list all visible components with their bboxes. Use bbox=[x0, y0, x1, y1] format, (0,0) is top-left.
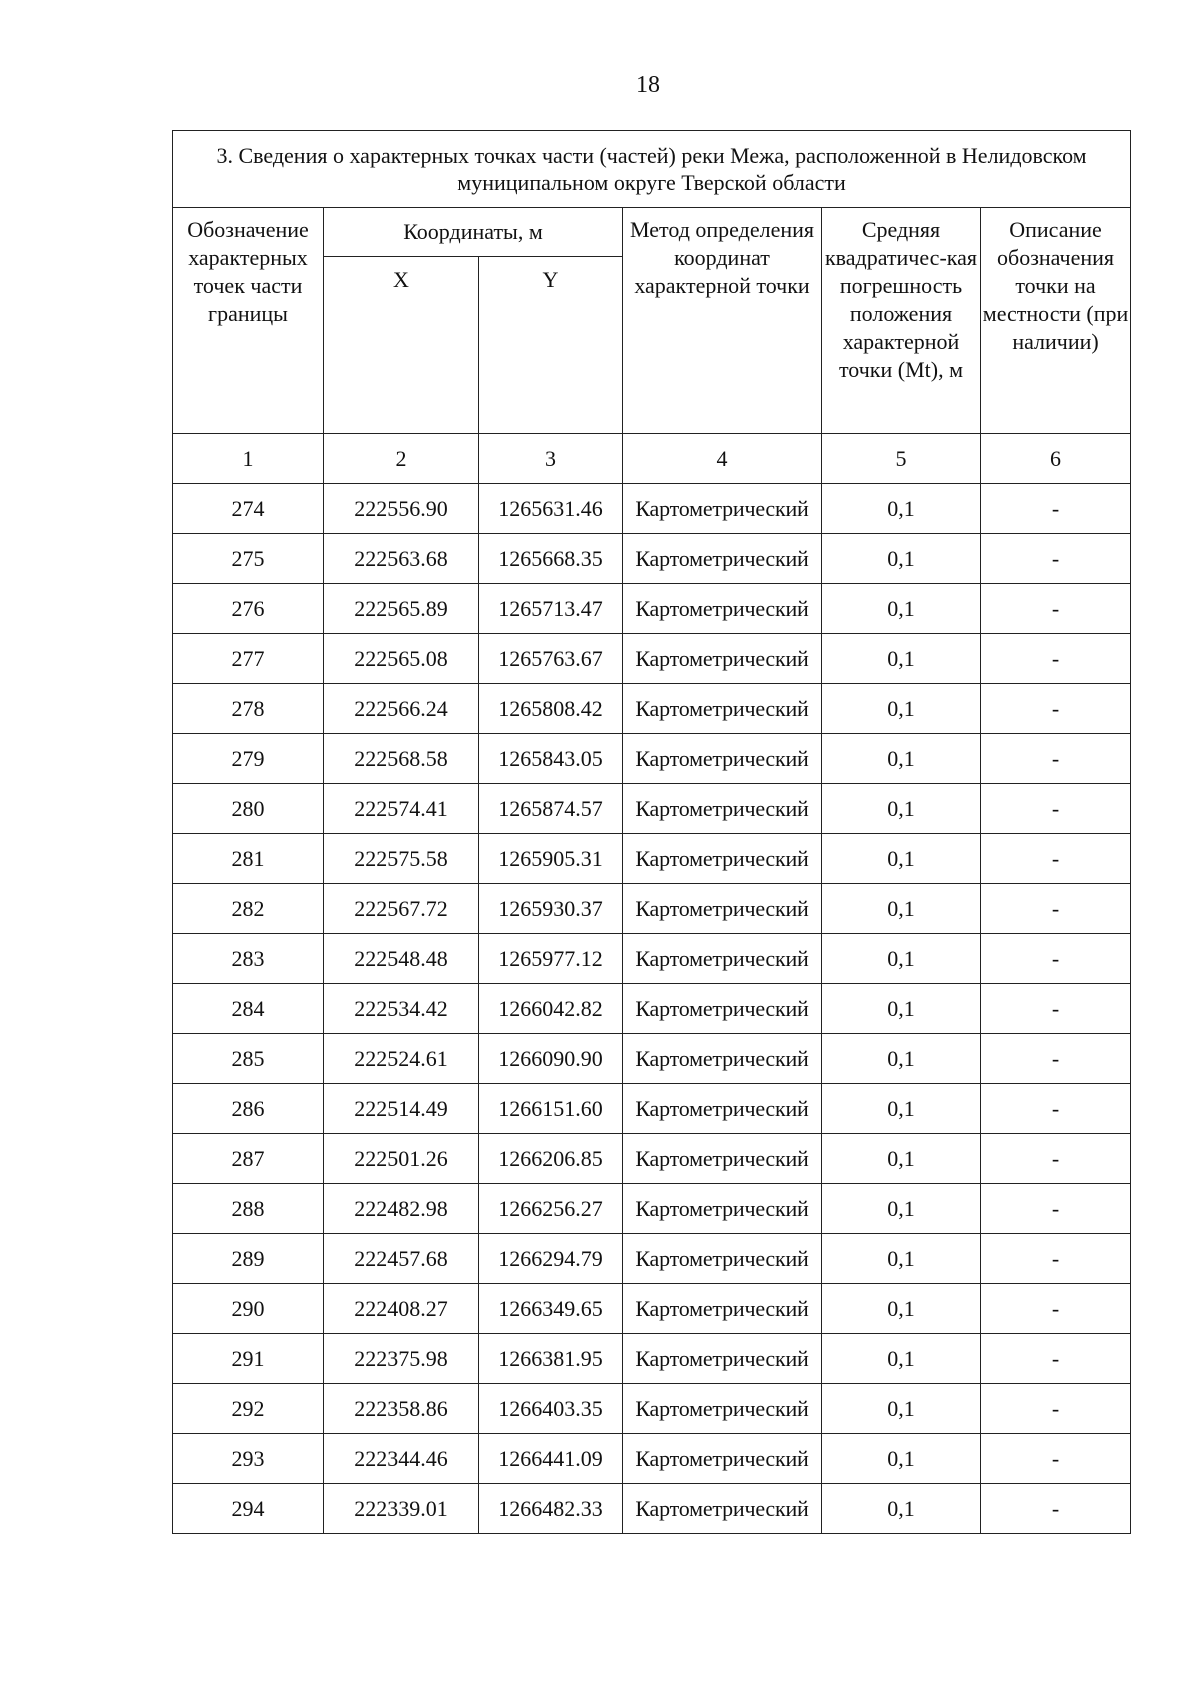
table-row bbox=[173, 1434, 1131, 1484]
x-coordinate-cell: 222514.49 bbox=[324, 1084, 479, 1134]
description-cell: - bbox=[981, 734, 1131, 784]
x-coordinate-cell: 222566.24 bbox=[324, 684, 479, 734]
table-row bbox=[173, 684, 1131, 734]
accuracy-cell: 0,1 bbox=[822, 884, 981, 934]
table-title: 3. Сведения о характерных точках части (частей) реки Межа, расположенной в Нелидовском муниципальном округе Тверской области bbox=[173, 131, 1131, 208]
accuracy-cell: 0,1 bbox=[822, 684, 981, 734]
y-coordinate-cell: 1266042.82 bbox=[479, 984, 623, 1034]
point-cell: 281 bbox=[173, 834, 324, 884]
method-cell: Картометрический bbox=[623, 1334, 822, 1384]
accuracy-cell: 0,1 bbox=[822, 1084, 981, 1134]
page-number: 18 bbox=[636, 72, 660, 98]
column-number: 1 bbox=[173, 434, 324, 484]
method-cell: Картометрический bbox=[623, 484, 822, 534]
y-coordinate-cell: 1266403.35 bbox=[479, 1384, 623, 1434]
column-number: 6 bbox=[981, 434, 1131, 484]
x-coordinate-cell: 222482.98 bbox=[324, 1184, 479, 1234]
point-cell: 283 bbox=[173, 934, 324, 984]
description-cell: - bbox=[981, 1484, 1131, 1534]
x-coordinate-cell: 222501.26 bbox=[324, 1134, 479, 1184]
table-row bbox=[173, 734, 1131, 784]
table-body bbox=[173, 484, 1131, 1534]
accuracy-cell: 0,1 bbox=[822, 1334, 981, 1384]
x-coordinate-cell: 222344.46 bbox=[324, 1434, 479, 1484]
x-coordinate-cell: 222408.27 bbox=[324, 1284, 479, 1334]
method-cell: Картометрический bbox=[623, 534, 822, 584]
method-cell: Картометрический bbox=[623, 834, 822, 884]
method-cell: Картометрический bbox=[623, 1284, 822, 1334]
description-cell: - bbox=[981, 1384, 1131, 1434]
header-x: X bbox=[324, 257, 479, 434]
header-coordinates: Координаты, м bbox=[324, 208, 623, 257]
accuracy-cell: 0,1 bbox=[822, 1184, 981, 1234]
accuracy-cell: 0,1 bbox=[822, 1234, 981, 1284]
method-cell: Картометрический bbox=[623, 1084, 822, 1134]
x-coordinate-cell: 222375.98 bbox=[324, 1334, 479, 1384]
accuracy-cell: 0,1 bbox=[822, 534, 981, 584]
y-coordinate-cell: 1265631.46 bbox=[479, 484, 623, 534]
x-coordinate-cell: 222339.01 bbox=[324, 1484, 479, 1534]
column-number: 2 bbox=[324, 434, 479, 484]
y-coordinate-cell: 1266349.65 bbox=[479, 1284, 623, 1334]
point-cell: 288 bbox=[173, 1184, 324, 1234]
column-number-row bbox=[173, 434, 1131, 484]
x-coordinate-cell: 222457.68 bbox=[324, 1234, 479, 1284]
point-cell: 291 bbox=[173, 1334, 324, 1384]
point-cell: 276 bbox=[173, 584, 324, 634]
column-number: 5 bbox=[822, 434, 981, 484]
table-row bbox=[173, 984, 1131, 1034]
table-row bbox=[173, 884, 1131, 934]
table-row bbox=[173, 1184, 1131, 1234]
accuracy-cell: 0,1 bbox=[822, 934, 981, 984]
description-cell: - bbox=[981, 1334, 1131, 1384]
description-cell: - bbox=[981, 834, 1131, 884]
description-cell: - bbox=[981, 1234, 1131, 1284]
y-coordinate-cell: 1265808.42 bbox=[479, 684, 623, 734]
point-cell: 294 bbox=[173, 1484, 324, 1534]
method-cell: Картометрический bbox=[623, 1384, 822, 1434]
accuracy-cell: 0,1 bbox=[822, 484, 981, 534]
x-coordinate-cell: 222567.72 bbox=[324, 884, 479, 934]
x-coordinate-cell: 222556.90 bbox=[324, 484, 479, 534]
accuracy-cell: 0,1 bbox=[822, 734, 981, 784]
point-cell: 284 bbox=[173, 984, 324, 1034]
accuracy-cell: 0,1 bbox=[822, 1284, 981, 1334]
description-cell: - bbox=[981, 1434, 1131, 1484]
x-coordinate-cell: 222575.58 bbox=[324, 834, 479, 884]
header-y: Y bbox=[479, 257, 623, 434]
method-cell: Картометрический bbox=[623, 1234, 822, 1284]
y-coordinate-cell: 1265977.12 bbox=[479, 934, 623, 984]
table-row bbox=[173, 584, 1131, 634]
header-method: Метод определения координат характерной точки bbox=[623, 208, 822, 434]
point-cell: 292 bbox=[173, 1384, 324, 1434]
y-coordinate-cell: 1266381.95 bbox=[479, 1334, 623, 1384]
description-cell: - bbox=[981, 534, 1131, 584]
description-cell: - bbox=[981, 884, 1131, 934]
accuracy-cell: 0,1 bbox=[822, 1034, 981, 1084]
y-coordinate-cell: 1265843.05 bbox=[479, 734, 623, 784]
point-cell: 289 bbox=[173, 1234, 324, 1284]
method-cell: Картометрический bbox=[623, 884, 822, 934]
column-number: 4 bbox=[623, 434, 822, 484]
point-cell: 286 bbox=[173, 1084, 324, 1134]
description-cell: - bbox=[981, 684, 1131, 734]
table-row bbox=[173, 834, 1131, 884]
point-cell: 277 bbox=[173, 634, 324, 684]
method-cell: Картометрический bbox=[623, 684, 822, 734]
y-coordinate-cell: 1266482.33 bbox=[479, 1484, 623, 1534]
point-cell: 287 bbox=[173, 1134, 324, 1184]
method-cell: Картометрический bbox=[623, 984, 822, 1034]
y-coordinate-cell: 1266441.09 bbox=[479, 1434, 623, 1484]
x-coordinate-cell: 222534.42 bbox=[324, 984, 479, 1034]
method-cell: Картометрический bbox=[623, 1484, 822, 1534]
method-cell: Картометрический bbox=[623, 1434, 822, 1484]
accuracy-cell: 0,1 bbox=[822, 634, 981, 684]
x-coordinate-cell: 222563.68 bbox=[324, 534, 479, 584]
description-cell: - bbox=[981, 1284, 1131, 1334]
method-cell: Картометрический bbox=[623, 934, 822, 984]
table-row bbox=[173, 1384, 1131, 1434]
accuracy-cell: 0,1 bbox=[822, 834, 981, 884]
y-coordinate-cell: 1266256.27 bbox=[479, 1184, 623, 1234]
point-cell: 285 bbox=[173, 1034, 324, 1084]
description-cell: - bbox=[981, 1184, 1131, 1234]
accuracy-cell: 0,1 bbox=[822, 1484, 981, 1534]
description-cell: - bbox=[981, 584, 1131, 634]
point-cell: 279 bbox=[173, 734, 324, 784]
point-cell: 280 bbox=[173, 784, 324, 834]
description-cell: - bbox=[981, 1084, 1131, 1134]
point-cell: 274 bbox=[173, 484, 324, 534]
description-cell: - bbox=[981, 984, 1131, 1034]
x-coordinate-cell: 222524.61 bbox=[324, 1034, 479, 1084]
method-cell: Картометрический bbox=[623, 784, 822, 834]
y-coordinate-cell: 1266294.79 bbox=[479, 1234, 623, 1284]
x-coordinate-cell: 222548.48 bbox=[324, 934, 479, 984]
description-cell: - bbox=[981, 1034, 1131, 1084]
accuracy-cell: 0,1 bbox=[822, 1434, 981, 1484]
accuracy-cell: 0,1 bbox=[822, 984, 981, 1034]
table-row bbox=[173, 1484, 1131, 1534]
point-cell: 275 bbox=[173, 534, 324, 584]
method-cell: Картометрический bbox=[623, 734, 822, 784]
y-coordinate-cell: 1265930.37 bbox=[479, 884, 623, 934]
description-cell: - bbox=[981, 784, 1131, 834]
y-coordinate-cell: 1265874.57 bbox=[479, 784, 623, 834]
y-coordinate-cell: 1265668.35 bbox=[479, 534, 623, 584]
method-cell: Картометрический bbox=[623, 1034, 822, 1084]
table-row bbox=[173, 934, 1131, 984]
accuracy-cell: 0,1 bbox=[822, 584, 981, 634]
x-coordinate-cell: 222565.08 bbox=[324, 634, 479, 684]
point-cell: 290 bbox=[173, 1284, 324, 1334]
table-row bbox=[173, 1234, 1131, 1284]
accuracy-cell: 0,1 bbox=[822, 1134, 981, 1184]
description-cell: - bbox=[981, 1134, 1131, 1184]
accuracy-cell: 0,1 bbox=[822, 1384, 981, 1434]
x-coordinate-cell: 222358.86 bbox=[324, 1384, 479, 1434]
accuracy-cell: 0,1 bbox=[822, 784, 981, 834]
point-cell: 293 bbox=[173, 1434, 324, 1484]
table-row bbox=[173, 1134, 1131, 1184]
y-coordinate-cell: 1266090.90 bbox=[479, 1034, 623, 1084]
point-cell: 278 bbox=[173, 684, 324, 734]
method-cell: Картометрический bbox=[623, 1134, 822, 1184]
table-row bbox=[173, 784, 1131, 834]
table-row bbox=[173, 1334, 1131, 1384]
table-row bbox=[173, 1284, 1131, 1334]
description-cell: - bbox=[981, 634, 1131, 684]
y-coordinate-cell: 1265763.67 bbox=[479, 634, 623, 684]
characteristic-points-table bbox=[172, 130, 1131, 1534]
method-cell: Картометрический bbox=[623, 584, 822, 634]
x-coordinate-cell: 222568.58 bbox=[324, 734, 479, 784]
x-coordinate-cell: 222565.89 bbox=[324, 584, 479, 634]
y-coordinate-cell: 1265713.47 bbox=[479, 584, 623, 634]
table-row bbox=[173, 484, 1131, 534]
header-designation: Обозначение характерных точек части границы bbox=[173, 208, 324, 434]
table-row bbox=[173, 534, 1131, 584]
method-cell: Картометрический bbox=[623, 634, 822, 684]
header-description: Описание обозначения точки на местности (при наличии) bbox=[981, 208, 1131, 434]
description-cell: - bbox=[981, 484, 1131, 534]
method-cell: Картометрический bbox=[623, 1184, 822, 1234]
header-accuracy: Средняя квадратичес-кая погрешность положения характерной точки (Mt), м bbox=[822, 208, 981, 434]
y-coordinate-cell: 1266206.85 bbox=[479, 1134, 623, 1184]
point-cell: 282 bbox=[173, 884, 324, 934]
y-coordinate-cell: 1266151.60 bbox=[479, 1084, 623, 1134]
table-row bbox=[173, 634, 1131, 684]
column-number: 3 bbox=[479, 434, 623, 484]
table-row bbox=[173, 1084, 1131, 1134]
description-cell: - bbox=[981, 934, 1131, 984]
y-coordinate-cell: 1265905.31 bbox=[479, 834, 623, 884]
x-coordinate-cell: 222574.41 bbox=[324, 784, 479, 834]
table-row bbox=[173, 1034, 1131, 1084]
